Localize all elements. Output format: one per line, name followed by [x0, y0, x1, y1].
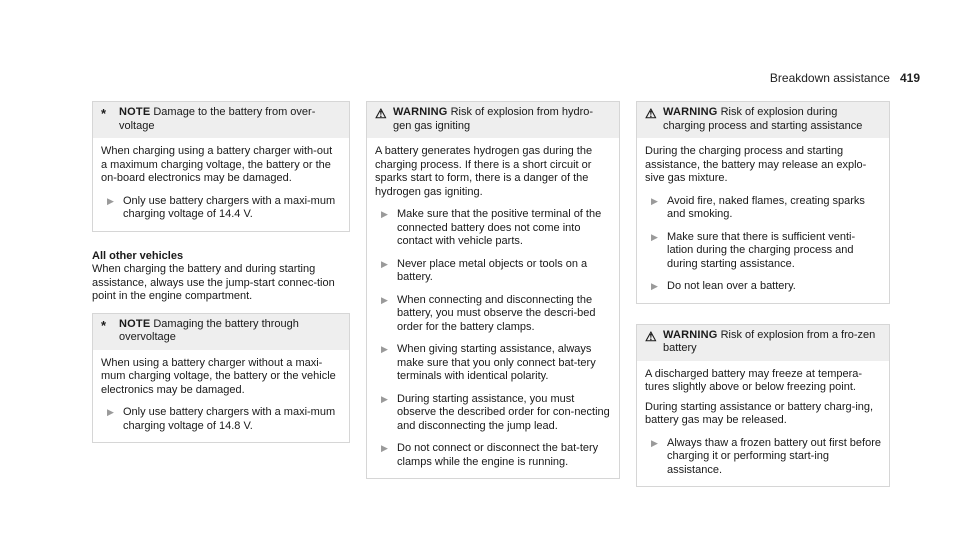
warning-title: Risk of explosion during charging process and starting assistance — [663, 106, 863, 132]
note-header — [93, 314, 349, 350]
column-2 — [366, 101, 620, 479]
all-other-vehicles-section — [92, 250, 350, 304]
page-number: 419 — [899, 71, 920, 85]
step-arrow-icon: ▶ — [381, 294, 388, 305]
column-3 — [636, 101, 890, 487]
step-item — [645, 437, 881, 478]
warning-header — [367, 102, 619, 138]
warning-body: A discharged battery may freeze at tempera-tures slightly above or below freezing point. — [645, 367, 863, 393]
warning-keyword: WARNING — [663, 106, 718, 118]
warning-box-2 — [636, 324, 890, 488]
step-text: When giving starting assistance, always make sure that you only connect bat-tery terminals with identical polarity. — [397, 343, 596, 382]
warning-body: A battery generates hydrogen gas during the charging process. If there is a short circuit or sparks start to form, there is a danger of the hydrogen gas igniting. — [375, 145, 593, 198]
step-item — [375, 294, 611, 335]
step-item — [101, 195, 341, 222]
step-arrow-icon: ▶ — [381, 258, 388, 269]
step-item — [645, 280, 881, 294]
step-arrow-icon: ▶ — [381, 393, 388, 404]
step-text: When connecting and disconnecting the battery, you must observe the descri-bed order for the battery clamps. — [397, 293, 596, 333]
note-header — [93, 102, 349, 138]
step-item — [101, 406, 341, 433]
page-header — [770, 71, 920, 85]
section-text: When charging the battery and during starting assistance, always use the jump-start connec-tion point in the engine compartment. — [92, 263, 335, 302]
step-item — [375, 442, 611, 469]
warning-body: During starting assistance or battery charg-ing, battery gas may be released. — [645, 400, 874, 426]
step-arrow-icon: ▶ — [651, 231, 658, 242]
step-arrow-icon: ▶ — [107, 407, 114, 417]
note-asterisk-icon: * — [101, 317, 107, 333]
step-item — [375, 343, 611, 384]
warning-keyword: WARNING — [393, 106, 448, 118]
warning-header — [637, 325, 889, 361]
warning-header — [637, 102, 889, 138]
section-heading: All other vehicles — [92, 249, 184, 262]
step-text: Never place metal objects or tools on a battery. — [397, 257, 588, 283]
note-keyword: NOTE — [119, 317, 151, 330]
note-asterisk-icon: * — [101, 106, 107, 121]
warning-box-1 — [636, 101, 890, 304]
step-arrow-icon: ▶ — [651, 281, 658, 291]
step-text: Always thaw a frozen battery out first before charging it or performing start-ing assistance. — [667, 436, 881, 476]
note-body: When charging using a battery charger with-out a maximum charging voltage, the battery or the on-board electronics may be damaged. — [101, 145, 333, 184]
step-text: Only use battery chargers with a maxi-mum charging voltage of 14.8 V. — [123, 406, 336, 432]
step-text: Only use battery chargers with a maxi-mum charging voltage of 14.4 V. — [123, 194, 336, 220]
step-text: Do not lean over a battery. — [667, 280, 796, 292]
warning-triangle-icon: ⚠ — [375, 106, 387, 121]
step-item — [645, 195, 881, 222]
section-title: Breakdown assistance — [769, 71, 890, 85]
warning-title: Risk of explosion from hydro-gen gas igniting — [393, 106, 594, 132]
warning-triangle-icon: ⚠ — [645, 328, 657, 344]
note-body: When using a battery charger without a maxi-mum charging voltage, the battery or the vehicle electronics may be damaged. — [101, 356, 336, 396]
warning-title: Risk of explosion from a fro-zen battery — [663, 328, 876, 354]
step-item — [375, 258, 611, 285]
note-box-2 — [92, 313, 350, 444]
note-keyword: NOTE — [119, 106, 151, 118]
step-arrow-icon: ▶ — [651, 195, 658, 206]
step-arrow-icon: ▶ — [381, 209, 388, 219]
note-title: Damage to the battery from over-voltage — [119, 106, 316, 132]
warning-box — [366, 101, 620, 479]
warning-triangle-icon: ⚠ — [645, 106, 657, 121]
column-1 — [92, 101, 350, 443]
step-text: Do not connect or disconnect the bat-tery clamps while the engine is running. — [397, 442, 599, 468]
step-item — [645, 231, 881, 272]
note-title: Damaging the battery through overvoltage — [119, 317, 299, 343]
step-text: Avoid fire, naked flames, creating sparks and smoking. — [667, 194, 865, 220]
note-box-1 — [92, 101, 350, 232]
step-text: During starting assistance, you must observe the described order for con-necting and disconnecting the jump lead. — [397, 392, 610, 432]
step-text: Make sure that there is sufficient venti-lation during the charging process and during starting assistance. — [667, 230, 856, 270]
warning-keyword: WARNING — [663, 328, 718, 341]
step-item — [375, 393, 611, 434]
step-arrow-icon: ▶ — [381, 344, 388, 354]
warning-body: During the charging process and starting assistance, the battery may release an explo-sive gas mixture. — [645, 145, 867, 184]
step-text: Make sure that the positive terminal of the connected battery does not come into contact with vehicle parts. — [397, 208, 602, 247]
step-item — [375, 208, 611, 249]
step-arrow-icon: ▶ — [651, 437, 658, 448]
step-arrow-icon: ▶ — [107, 195, 114, 206]
step-arrow-icon: ▶ — [381, 443, 388, 453]
